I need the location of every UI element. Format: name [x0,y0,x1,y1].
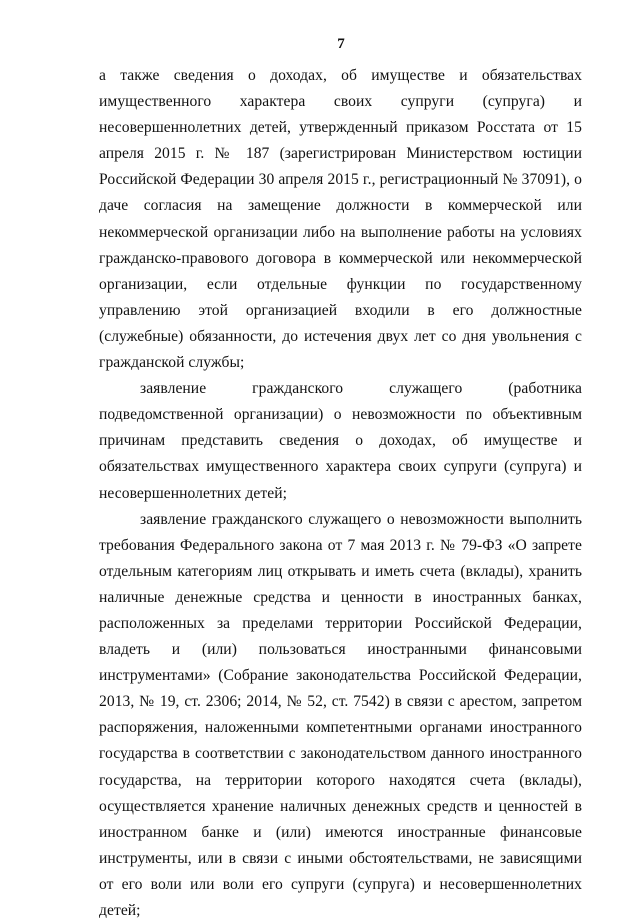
page-number: 7 [337,36,345,52]
paragraph-foreign-bank-statement: заявление гражданского служащего о невозможности выполнить требования Федерального закона от 7 мая 2013 г. № 79-ФЗ «О запрете отдельным категориям лиц открывать и иметь счета (вклады), хранить наличные денежные средства и ценности в иностранных банках, расположенных за пределами территории Российской Федерации, владеть и (или) пользоваться иностранными финансовыми инструментами» (Собрание законодательства Российской Федерации, 2013, № 19, ст. 2306; 2014, № 52, ст. 7542) в связи с арестом, запретом распоряжения, наложенными компетентными органами иностранного государства в соответствии с законодательством данного иностранного государства, на территории которого находятся счета (вклады), осуществляется хранение наличных денежных средств и ценностей в иностранном банке и (или) имеются иностранные финансовые инструменты, или в связи с иными обстоятельствами, не зависящими от его воли или воли его супруги (супруга) и несовершеннолетних детей; [99,510,582,919]
paragraph-continuation: а также сведения о доходах, об имуществе и обязательствах имущественного характера своих супруги (супруга) и несовершеннолетних детей, утвержденный приказом Росстата от 15 апреля 2015 г. № 187 (зарегистрирован Министерством юстиции Российской Федерации 30 апреля 2015 г., регистрационный № 37091), о даче согласия на замещение должности в коммерческой или некоммерческой организации либо на выполнение работы на условиях гражданско-правового договора в коммерческой или некоммерческой организации, если отдельные функции по государственному управлению этой организацией входили в его должностные (служебные) обязанности, до истечения двух лет со дня увольнения с гражданской службы; [99,67,582,372]
paragraph-inability-statement: заявление гражданского служащего (работника подведомственной организации) о невозможности по объективным причинам представить сведения о доходах, об имуществе и обязательствах имущественного характера своих супруги (супруга) и несовершеннолетних детей; [99,380,582,502]
document-body [99,63,582,924]
